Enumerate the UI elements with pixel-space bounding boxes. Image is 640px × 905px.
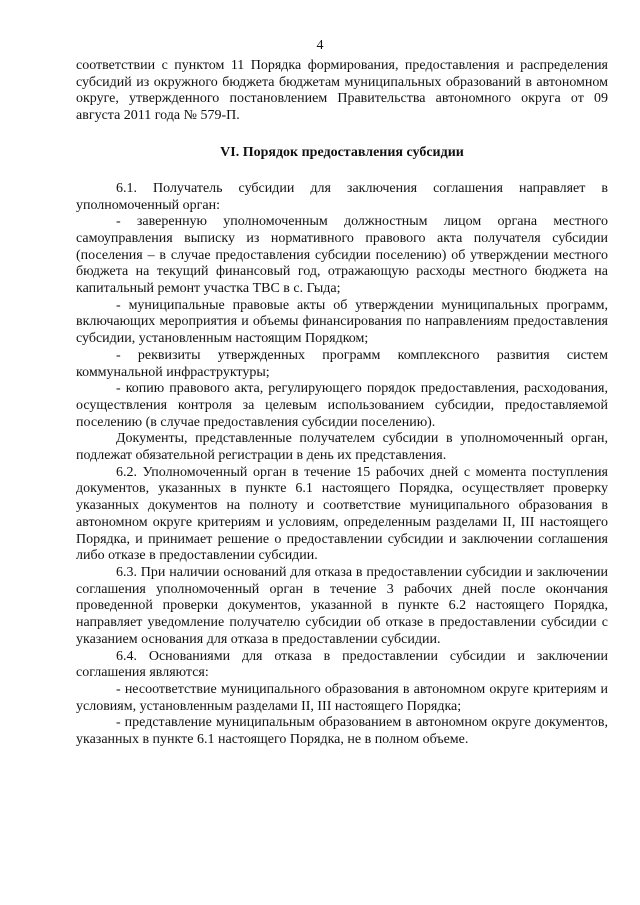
- list-item-noncompliance: - несоответствие муниципального образования в автономном округе критериям и условиям, установленным разделами II, III настоящего Порядка;: [76, 681, 608, 714]
- list-item-incomplete-documents: - представление муниципальным образованием в автономном округе документов, указанных в пункте 6.1 настоящего Порядка, не в полном объеме.: [76, 715, 608, 748]
- list-item-budget-extract: - заверенную уполномоченным должностным лицом органа местного самоуправления выписку из нормативного правового акта получателя субсидии (поселения – в случае предоставления субсидии поселению) об утверждении местного бюджета на текущий финансовый год, отражающую расходы местного бюджета на капитальный ремонт участка ТВС в с. Гыда;: [76, 214, 608, 297]
- paragraph-documents-registration: Документы, представленные получателем субсидии в уполномоченный орган, подлежат обязательной регистрации в день их представления.: [76, 431, 608, 464]
- paragraph-6-3: 6.3. При наличии оснований для отказа в предоставлении субсидии и заключении соглашения уполномоченный орган в течение 3 рабочих дней после окончания проведенной проверки документов, указанной в пункте 6.2 настоящего Порядка, направляет уведомление получателю субсидии об отказе в предоставлении субсидии с указанием основания для отказа в предоставлении субсидии.: [76, 564, 608, 647]
- section-title: VI. Порядок предоставления субсидии: [220, 144, 464, 160]
- list-item-municipal-acts: - муниципальные правовые акты об утверждении муниципальных программ, включающих мероприятия и объемы финансирования по направлениям предоставления субсидии, установленным настоящим Порядком;: [76, 297, 608, 347]
- document-body: [76, 58, 608, 749]
- list-item-program-details: - реквизиты утвержденных программ комплексного развития систем коммунальной инфраструктуры;: [76, 347, 608, 380]
- paragraph-6-1: 6.1. Получатель субсидии для заключения соглашения направляет в уполномоченный орган:: [76, 180, 608, 213]
- paragraph-6-4: 6.4. Основаниями для отказа в предоставлении субсидии и заключении соглашения являются:: [76, 648, 608, 681]
- paragraph-6-2: 6.2. Уполномоченный орган в течение 15 рабочих дней с момента поступления документов, указанных в пункте 6.1 настоящего Порядка, осуществляет проверку указанных документов на полноту и соответствие муниципального образования в автономном округе критериям и условиям, определенным разделами II, III настоящего Порядка, и принимает решение о предоставлении субсидии и заключении соглашения либо отказе в предоставлении субсидии.: [76, 464, 608, 564]
- list-item-legal-act-copy: - копию правового акта, регулирующего порядок предоставления, расходования, осуществления контроля за целевым использованием субсидии, предоставляемой поселению (в случае предоставления субсидии поселению).: [76, 381, 608, 430]
- page-number: 4: [316, 38, 324, 53]
- intro-paragraph: соответствии с пунктом 11 Порядка формирования, предоставления и распределения субсидий из окружного бюджета бюджетам муниципальных образований в автономном округе, утвержденного постановлением Правительства автономного округа от 09 августа 2011 года № 579-П.: [76, 58, 608, 124]
